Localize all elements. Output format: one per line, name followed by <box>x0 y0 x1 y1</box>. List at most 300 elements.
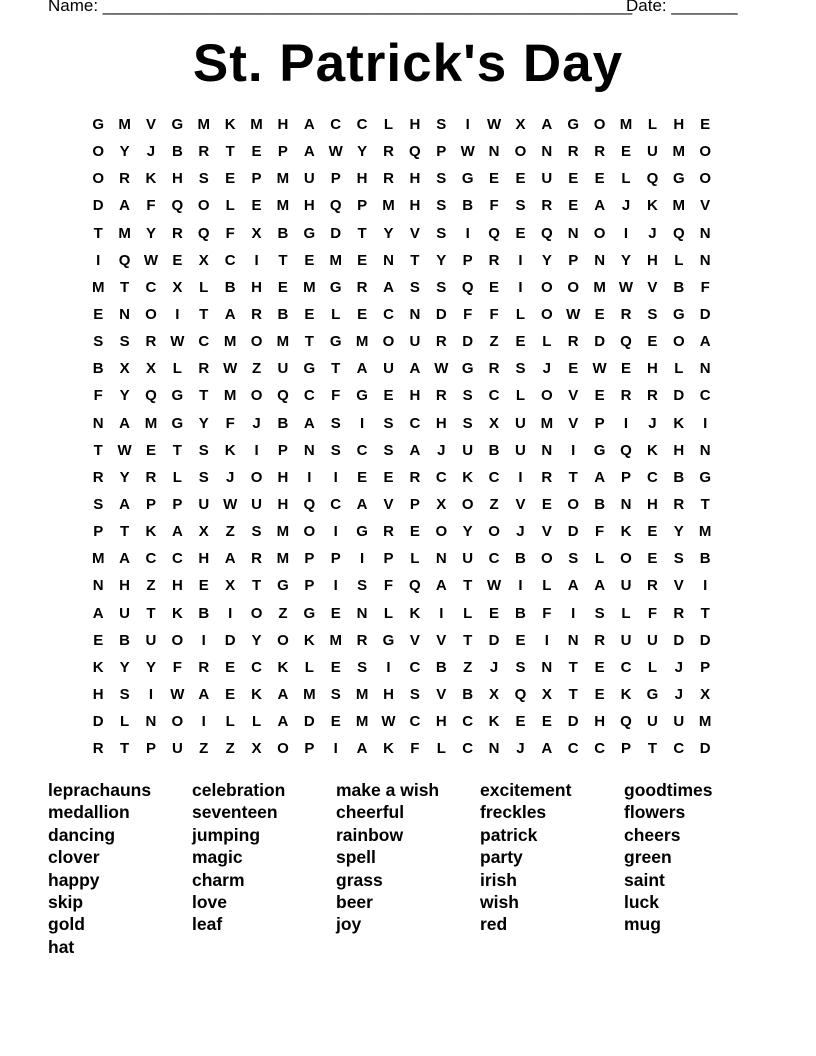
grid-letter: Y <box>119 468 130 486</box>
grid-letter: G <box>171 387 184 405</box>
grid-letter: H <box>409 116 421 134</box>
grid-row <box>85 491 718 518</box>
grid-letter: E <box>277 278 288 296</box>
grid-letter: G <box>356 387 368 405</box>
grid-letter: C <box>303 387 315 405</box>
grid-letter: L <box>383 604 394 622</box>
grid-letter: H <box>251 278 262 296</box>
grid-letter: N <box>92 577 104 595</box>
grid-letter: P <box>700 658 711 676</box>
grid-letter: M <box>619 116 633 134</box>
grid-letter: G <box>329 278 342 296</box>
grid-letter: J <box>252 414 261 432</box>
word-item: grass <box>336 869 383 890</box>
grid-letter: D <box>92 197 104 215</box>
grid-letter: S <box>409 686 420 704</box>
word-item: luck <box>624 892 660 913</box>
grid-letter: M <box>329 631 342 649</box>
grid-letter: F <box>595 523 605 541</box>
grid-row <box>85 301 718 328</box>
grid-letter: B <box>488 441 500 459</box>
page-title: St. Patrick's Day <box>192 34 624 93</box>
grid-letter: S <box>515 658 526 676</box>
grid-letter: C <box>488 550 500 568</box>
grid-letter: Z <box>225 523 235 541</box>
grid-letter: V <box>673 577 684 595</box>
word-item: party <box>480 847 523 868</box>
grid-letter: E <box>330 713 341 731</box>
grid-letter: Z <box>251 360 262 378</box>
grid-letter: D <box>435 306 447 324</box>
grid-letter: C <box>224 251 236 269</box>
grid-letter: I <box>518 251 523 269</box>
grid-letter: R <box>92 740 104 758</box>
grid-letter: G <box>303 224 316 242</box>
grid-letter: Y <box>145 658 156 676</box>
grid-letter: I <box>360 550 365 568</box>
grid-letter: C <box>488 387 500 405</box>
grid-letter: E <box>515 224 526 242</box>
grid-letter: N <box>594 251 606 269</box>
grid-letter: Y <box>621 251 632 269</box>
grid-letter: A <box>119 197 130 215</box>
grid-letter: Q <box>171 197 184 215</box>
grid-letter: R <box>356 278 368 296</box>
grid-letter: C <box>383 306 394 324</box>
grid-letter: R <box>383 170 394 188</box>
grid-letter: R <box>594 143 606 161</box>
grid-letter: A <box>541 116 553 134</box>
grid-letter: K <box>646 197 658 215</box>
grid-letter: H <box>673 441 685 459</box>
grid-letter: P <box>172 496 183 514</box>
word-item: excitement <box>480 780 572 800</box>
grid-letter: L <box>647 658 657 676</box>
grid-letter: P <box>568 251 579 269</box>
grid-letter: E <box>93 631 104 649</box>
grid-letter: E <box>251 197 262 215</box>
word-item: leprachauns <box>48 780 152 800</box>
grid-row <box>85 600 718 627</box>
grid-letter: L <box>515 387 526 405</box>
grid-letter: X <box>198 523 209 541</box>
grid-letter: A <box>119 550 130 568</box>
grid-letter: U <box>277 360 289 378</box>
word-list <box>48 779 768 958</box>
grid-letter: P <box>436 143 447 161</box>
grid-letter: G <box>303 604 316 622</box>
grid-letter: Y <box>119 387 130 405</box>
grid-letter: M <box>276 170 290 188</box>
grid-row <box>85 192 718 219</box>
grid-letter: C <box>435 468 447 486</box>
grid-letter: F <box>410 740 420 758</box>
grid-letter: G <box>461 170 474 188</box>
grid-letter: L <box>674 251 684 269</box>
grid-letter: E <box>515 713 526 731</box>
grid-letter: O <box>567 496 580 514</box>
grid-letter: E <box>594 387 605 405</box>
grid-letter: E <box>594 686 605 704</box>
grid-letter: O <box>461 496 474 514</box>
grid-letter: S <box>568 550 579 568</box>
grid-letter: P <box>145 496 156 514</box>
grid-letter: R <box>251 306 262 324</box>
grid-letter: B <box>198 604 210 622</box>
word-item: joy <box>336 914 362 935</box>
grid-letter: T <box>93 224 103 242</box>
word-item: goodtimes <box>624 780 713 800</box>
grid-letter: P <box>621 740 632 758</box>
grid-letter: S <box>198 468 209 486</box>
grid-letter: M <box>118 116 131 134</box>
grid-letter: Y <box>251 631 262 649</box>
grid-letter: E <box>594 658 605 676</box>
word-item: saint <box>624 869 665 890</box>
grid-letter: X <box>172 278 183 296</box>
grid-row <box>85 382 718 409</box>
grid-letter: R <box>171 224 183 242</box>
grid-letter: J <box>542 360 551 378</box>
grid-letter: P <box>330 170 341 188</box>
grid-letter: D <box>673 631 685 649</box>
grid-letter: K <box>620 523 632 541</box>
grid-letter: E <box>198 577 209 595</box>
grid-letter: A <box>277 686 289 704</box>
grid-letter: D <box>567 523 579 541</box>
grid-letter: S <box>330 686 341 704</box>
grid-letter: T <box>225 143 235 161</box>
grid-letter: X <box>489 414 500 432</box>
grid-letter: X <box>119 360 130 378</box>
word-item: dancing <box>48 824 116 845</box>
grid-row <box>85 572 718 599</box>
grid-letter: G <box>672 170 685 188</box>
grid-letter: T <box>199 306 209 324</box>
grid-letter: I <box>307 468 312 486</box>
grid-letter: W <box>486 577 502 595</box>
grid-letter: J <box>621 197 631 215</box>
grid-letter: Y <box>383 224 394 242</box>
grid-letter: A <box>594 197 606 215</box>
grid-letter: E <box>489 170 500 188</box>
grid-letter: S <box>198 170 209 188</box>
grid-letter: B <box>515 604 526 622</box>
grid-letter: M <box>382 197 395 215</box>
grid-letter: D <box>92 713 104 731</box>
grid-letter: E <box>251 143 262 161</box>
word-column <box>624 779 768 958</box>
grid-letter: O <box>699 170 712 188</box>
grid-letter: I <box>571 604 576 622</box>
grid-letter: P <box>357 197 368 215</box>
grid-letter: U <box>251 496 262 514</box>
grid-letter: X <box>541 686 552 704</box>
word-column <box>336 779 480 958</box>
grid-letter: S <box>383 441 394 459</box>
grid-letter: R <box>646 577 658 595</box>
grid-letter: K <box>92 658 104 676</box>
grid-letter: E <box>594 306 605 324</box>
grid-letter: A <box>567 577 579 595</box>
grid-letter: U <box>541 170 553 188</box>
grid-letter: N <box>383 251 394 269</box>
grid-letter: E <box>383 468 394 486</box>
grid-letter: U <box>198 496 210 514</box>
grid-letter: C <box>356 116 368 134</box>
grid-row <box>85 654 718 681</box>
grid-letter: O <box>488 523 500 541</box>
grid-letter: L <box>542 333 552 351</box>
grid-letter: C <box>171 550 183 568</box>
grid-letter: R <box>620 306 632 324</box>
grid-letter: R <box>673 604 685 622</box>
grid-letter: R <box>145 468 157 486</box>
grid-letter: F <box>700 278 710 296</box>
grid-letter: F <box>383 577 394 595</box>
grid-letter: X <box>436 496 447 514</box>
grid-letter: M <box>223 333 237 351</box>
grid-letter: S <box>462 414 473 432</box>
grid-letter: Q <box>620 333 632 351</box>
grid-letter: E <box>383 387 394 405</box>
grid-letter: S <box>673 550 684 568</box>
grid-letter: M <box>250 116 263 134</box>
grid-letter: N <box>488 740 500 758</box>
grid-letter: C <box>356 441 368 459</box>
grid-letter: Z <box>489 333 499 351</box>
grid-letter: R <box>198 143 210 161</box>
word-item: red <box>480 914 508 935</box>
grid-letter: C <box>462 740 474 758</box>
grid-letter: T <box>304 333 314 351</box>
grid-letter: U <box>462 441 474 459</box>
grid-letter: N <box>119 306 130 324</box>
grid-letter: T <box>120 278 130 296</box>
grid-letter: Q <box>277 387 289 405</box>
word-item: flowers <box>624 802 686 823</box>
grid-row <box>85 111 718 138</box>
grid-letter: A <box>303 143 315 161</box>
grid-letter: M <box>593 278 606 296</box>
grid-letter: Q <box>329 197 342 215</box>
grid-letter: X <box>145 360 156 378</box>
word-item: seventeen <box>192 802 278 823</box>
grid-letter: I <box>201 713 206 731</box>
grid-letter: R <box>646 387 658 405</box>
grid-letter: D <box>699 306 711 324</box>
grid-row <box>85 437 718 464</box>
grid-letter: W <box>170 333 185 351</box>
grid-letter: J <box>516 523 525 541</box>
grid-letter: J <box>489 658 499 676</box>
grid-letter: V <box>436 686 447 704</box>
grid-letter: B <box>224 278 236 296</box>
grid-letter: K <box>171 604 183 622</box>
grid-letter: X <box>251 224 262 242</box>
grid-letter: K <box>620 686 632 704</box>
grid-letter: E <box>357 251 368 269</box>
grid-letter: B <box>699 550 711 568</box>
word-item: beer <box>336 892 373 913</box>
grid-row <box>85 165 718 192</box>
grid-letter: M <box>144 414 158 432</box>
grid-letter: Y <box>145 224 156 242</box>
grid-letter: N <box>699 251 711 269</box>
grid-letter: U <box>409 333 421 351</box>
grid-letter: M <box>303 686 316 704</box>
grid-letter: H <box>92 686 104 704</box>
grid-letter: R <box>541 197 553 215</box>
grid-letter: K <box>303 631 315 649</box>
grid-letter: I <box>254 441 259 459</box>
grid-letter: A <box>303 414 315 432</box>
grid-letter: R <box>620 387 632 405</box>
grid-letter: Z <box>146 577 156 595</box>
grid-letter: Y <box>462 523 473 541</box>
grid-letter: P <box>251 170 262 188</box>
grid-letter: G <box>567 116 580 134</box>
grid-letter: T <box>463 577 473 595</box>
grid-letter: A <box>409 441 421 459</box>
grid-letter: O <box>699 143 712 161</box>
grid-letter: Y <box>673 523 684 541</box>
grid-letter: K <box>277 658 289 676</box>
grid-letter: B <box>277 306 289 324</box>
grid-letter: H <box>277 116 289 134</box>
grid-letter: D <box>673 387 685 405</box>
word-column <box>48 779 192 958</box>
grid-letter: F <box>489 306 499 324</box>
grid-letter: V <box>409 631 420 649</box>
grid-letter: P <box>594 414 605 432</box>
grid-letter: L <box>199 278 209 296</box>
grid-letter: S <box>93 496 104 514</box>
grid-letter: E <box>568 170 579 188</box>
grid-letter: A <box>356 360 368 378</box>
word-column <box>480 779 624 958</box>
grid-letter: G <box>277 577 289 595</box>
grid-letter: F <box>542 604 552 622</box>
grid-letter: H <box>435 713 447 731</box>
word-item: rainbow <box>336 824 404 845</box>
grid-letter: T <box>647 740 657 758</box>
grid-letter: X <box>225 577 236 595</box>
grid-letter: A <box>409 360 421 378</box>
grid-letter: H <box>646 496 658 514</box>
word-item: patrick <box>480 824 538 845</box>
grid-letter: P <box>304 550 315 568</box>
grid-letter: C <box>409 414 421 432</box>
grid-letter: V <box>700 197 711 215</box>
grid-letter: B <box>515 550 526 568</box>
word-item: medallion <box>48 802 130 823</box>
grid-letter: H <box>277 496 289 514</box>
grid-row <box>85 681 718 708</box>
grid-row <box>85 328 718 355</box>
grid-letter: B <box>673 468 685 486</box>
grid-letter: O <box>620 550 632 568</box>
grid-letter: S <box>436 116 447 134</box>
grid-letter: N <box>145 713 157 731</box>
word-item: mug <box>624 914 661 935</box>
grid-letter: P <box>621 468 632 486</box>
grid-letter: T <box>357 224 367 242</box>
grid-letter: K <box>224 441 236 459</box>
grid-letter: E <box>304 306 315 324</box>
grid-letter: M <box>276 523 290 541</box>
grid-letter: W <box>143 251 159 269</box>
grid-letter: E <box>621 143 632 161</box>
date-field-label: Date: _______ <box>626 0 738 15</box>
grid-letter: A <box>699 333 711 351</box>
grid-letter: H <box>409 387 421 405</box>
grid-letter: E <box>568 360 579 378</box>
grid-letter: C <box>594 740 606 758</box>
grid-letter: H <box>171 170 183 188</box>
grid-letter: R <box>673 496 685 514</box>
grid-letter: M <box>355 713 369 731</box>
grid-letter: U <box>673 713 685 731</box>
grid-letter: T <box>120 740 130 758</box>
grid-letter: A <box>171 523 183 541</box>
grid-letter: L <box>542 577 552 595</box>
grid-letter: E <box>409 523 420 541</box>
grid-letter: R <box>409 468 421 486</box>
grid-letter: G <box>171 116 184 134</box>
grid-letter: Y <box>119 143 130 161</box>
grid-letter: C <box>488 468 500 486</box>
grid-row <box>85 220 718 247</box>
grid-letter: R <box>594 631 606 649</box>
grid-letter: Q <box>514 686 527 704</box>
grid-letter: U <box>145 631 157 649</box>
grid-letter: W <box>486 116 502 134</box>
grid-letter: E <box>541 496 552 514</box>
grid-letter: E <box>489 604 500 622</box>
grid-letter: I <box>360 414 365 432</box>
grid-letter: F <box>331 387 341 405</box>
grid-letter: G <box>171 414 184 432</box>
grid-letter: S <box>330 441 341 459</box>
grid-letter: O <box>277 740 289 758</box>
grid-letter: C <box>409 713 421 731</box>
grid-letter: A <box>541 740 553 758</box>
grid-row <box>85 518 718 545</box>
grid-letter: N <box>620 496 632 514</box>
grid-letter: U <box>620 577 632 595</box>
grid-letter: Q <box>488 224 500 242</box>
grid-letter: M <box>698 523 712 541</box>
grid-letter: S <box>647 306 658 324</box>
grid-letter: A <box>435 577 447 595</box>
letter-grid <box>85 111 718 762</box>
grid-letter: C <box>198 333 210 351</box>
grid-letter: E <box>330 604 341 622</box>
word-item: cheerful <box>336 802 405 823</box>
grid-letter: T <box>568 658 578 676</box>
grid-letter: W <box>223 360 238 378</box>
grid-letter: L <box>172 468 182 486</box>
grid-letter: F <box>489 197 499 215</box>
grid-letter: Z <box>225 740 235 758</box>
word-item: spell <box>336 847 376 868</box>
grid-letter: N <box>699 224 711 242</box>
grid-letter: G <box>303 360 316 378</box>
grid-letter: N <box>567 631 579 649</box>
grid-letter: M <box>355 333 369 351</box>
grid-letter: M <box>672 197 686 215</box>
